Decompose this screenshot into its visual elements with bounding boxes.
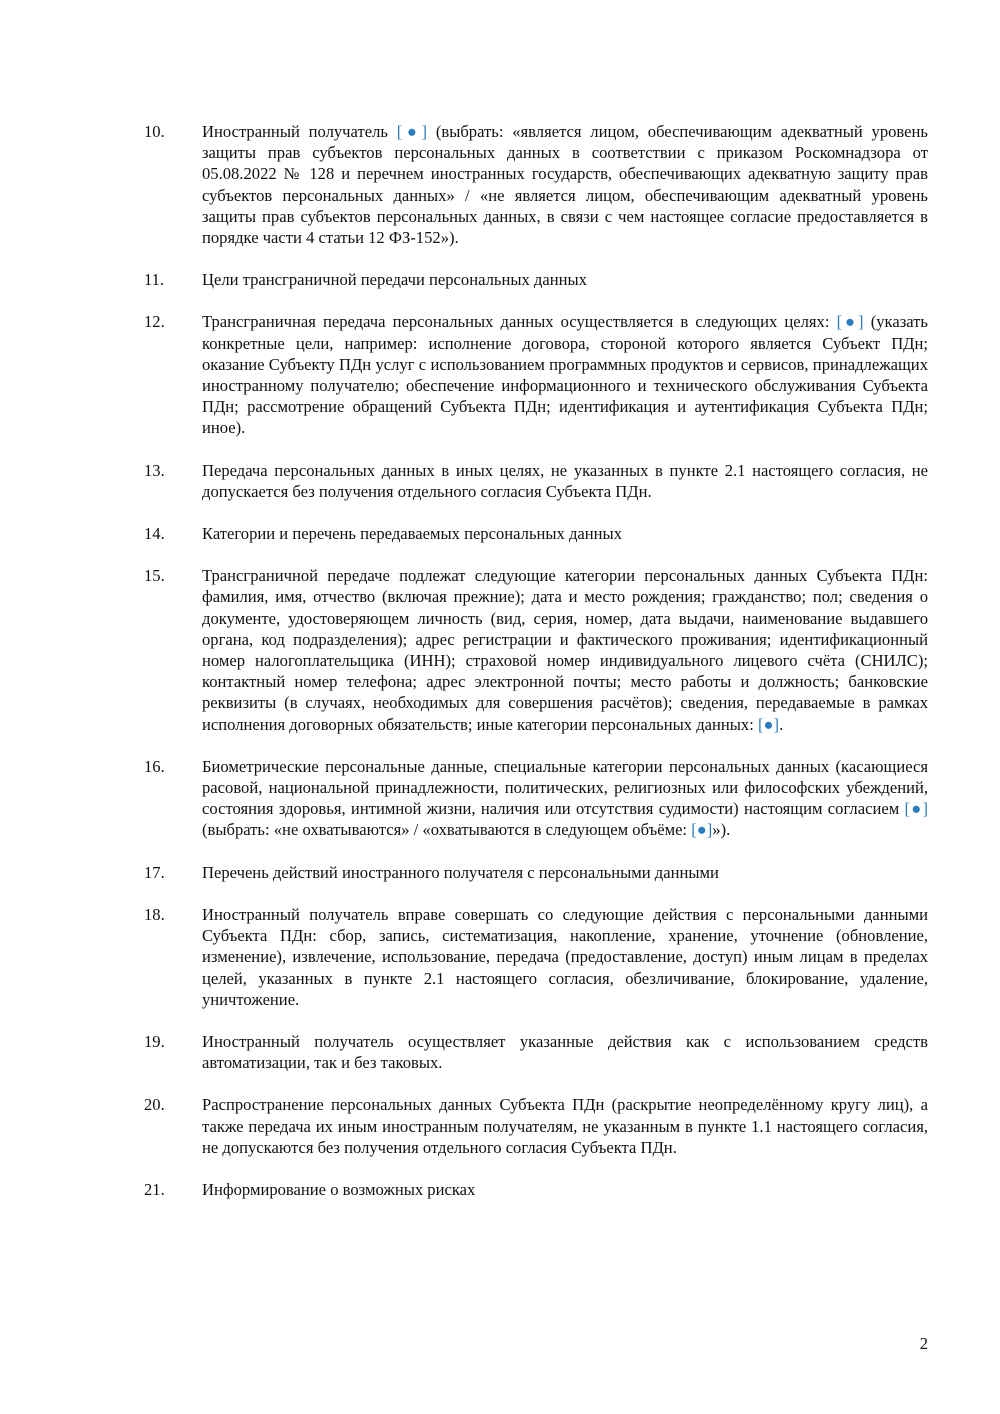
- placeholder-marker: [●]: [396, 122, 428, 141]
- clause-text-segment: Трансграничная передача персональных данных осуществляется в следующих целях:: [202, 312, 837, 332]
- clause-item: [144, 269, 928, 290]
- clause-text-segment: Распространение персональных данных Субъекта ПДн (раскрытие неопределённому кругу лиц), а также передача их иным иностранным получателям, не указанным в пункте 1.1 настоящего согласия, не допускаются без получения отдельного согласия Субъекта ПДн.: [202, 1095, 928, 1157]
- clause-text-segment: »).: [712, 820, 731, 840]
- clause-number: 12.: [144, 312, 165, 332]
- clause-item: [144, 460, 928, 502]
- clause-text-segment: (указать конкретные цели, например: исполнение договора, стороной которого является Субъект ПДн; оказание Субъекту ПДн услуг с использованием программных продуктов и сервисов, принадлежащих иностранному получателю; обеспечение информационного и технического обслуживания Субъекта ПДн; рассмотрение обращений Субъекта ПДн; идентификация и аутентификация Субъекта ПДн; иное).: [202, 312, 928, 438]
- clause-number: 17.: [144, 862, 165, 882]
- clause-text: [202, 311, 928, 438]
- clause-item: [144, 565, 928, 735]
- clause-number: 21.: [144, 1179, 165, 1199]
- clause-number: 16.: [144, 756, 165, 776]
- clause-number: 10.: [144, 122, 165, 141]
- placeholder-marker: [●]: [691, 820, 713, 840]
- clause-text: [202, 756, 928, 841]
- placeholder-marker: [●]: [758, 714, 780, 734]
- clause-text: [202, 121, 928, 248]
- clause-text: [202, 1031, 928, 1073]
- clause-item: [144, 311, 928, 438]
- clause-item: [144, 121, 928, 248]
- clause-item: [144, 862, 928, 883]
- page-number: 2: [919, 1334, 928, 1353]
- clause-text-segment: Категории и перечень передаваемых персональных данных: [202, 524, 622, 544]
- clause-text-segment: Биометрические персональные данные, специальные категории персональных данных (касающиеся расовой, национальной принадлежности, политических, религиозных или философских убеждений, состояния здоровья, интимной жизни, наличия или отсутствия судимости) настоящим согласием: [202, 756, 928, 819]
- clause-text: [202, 460, 928, 502]
- clause-text-segment: .: [779, 714, 784, 734]
- clause-item: [144, 1031, 928, 1073]
- clause-item: [144, 1179, 928, 1200]
- clause-text-segment: Иностранный получатель вправе совершать со следующие действия с персональными данными Субъекта ПДн: сбор, запись, систематизация, накопление, хранение, уточнение (обновление, изменение), извлечение, использование, передача (предоставление, доступ) иным лицам в пределах целей, указанных в пункте 2.1 настоящего согласия, обезличивание, блокирование, удаление, уничтожение.: [202, 904, 928, 1009]
- placeholder-marker: [●]: [836, 312, 864, 332]
- clause-number: 13.: [144, 460, 165, 480]
- clause-number: 15.: [144, 566, 165, 586]
- clause-item: [144, 523, 928, 544]
- clause-text: [202, 1179, 928, 1200]
- clause-item: [144, 1094, 928, 1158]
- clause-number: 19.: [144, 1031, 165, 1051]
- clause-item: [144, 756, 928, 841]
- clause-number: 20.: [144, 1095, 165, 1115]
- clause-text: [202, 1094, 928, 1158]
- clause-text-segment: Передача персональных данных в иных целях, не указанных в пункте 2.1 настоящего согласия, не допускается без получения отдельного согласия Субъекта ПДн.: [202, 460, 928, 501]
- clause-text-segment: Иностранный получатель: [202, 122, 397, 141]
- clause-text: [202, 269, 928, 290]
- clause-text-segment: Перечень действий иностранного получателя с персональными данными: [202, 862, 719, 882]
- clause-number: 11.: [144, 270, 165, 290]
- clause-number: 18.: [144, 904, 165, 924]
- clause-text-segment: Информирование о возможных рисках: [202, 1179, 476, 1199]
- clause-text-segment: Иностранный получатель осуществляет указанные действия как с использованием средств автоматизации, так и без таковых.: [202, 1031, 928, 1073]
- numbered-clause-list: [144, 121, 928, 1221]
- clause-item: [144, 904, 928, 1010]
- clause-text-segment: (выбрать: «является лицом, обеспечивающим адекватный уровень защиты прав субъектов персональных данных в соответствии с приказом Роскомнадзора от 05.08.2022 № 128 и перечнем иностранных государств, обеспечивающих адекватную защиту прав субъектов персональных данных» / «не является лицом, обеспечивающим адекватный уровень защиты прав субъектов персональных данных, в связи с чем настоящее согласие предоставляется в порядке части 4 статьи 12 ФЗ-152»).: [202, 122, 928, 248]
- clause-text-segment: Цели трансграничной передачи персональных данных: [202, 270, 587, 290]
- clause-text: [202, 565, 928, 735]
- clause-text-segment: (выбрать: «не охватываются» / «охватываются в следующем объёме:: [202, 820, 692, 840]
- clause-text: [202, 904, 928, 1010]
- clause-number: 14.: [144, 524, 165, 544]
- clause-text: [202, 523, 928, 544]
- placeholder-marker: [●]: [904, 799, 929, 819]
- clause-text: [202, 862, 928, 883]
- clause-text-segment: Трансграничной передаче подлежат следующие категории персональных данных Субъекта ПДн: фамилия, имя, отчество (включая прежние); дата и место рождения; гражданство; пол; сведения о документе, удостоверяющем личность (вид, серия, номер, дата выдачи, наименование выдавшего органа, код подразделения); адрес регистрации и фактического проживания; идентификационный номер налогоплательщика (ИНН); страховой номер индивидуального лицевого счёта (СНИЛС); контактный номер телефона; адрес электронной почты; место работы и должность; банковские реквизиты (в случаях, необходимых для совершения расчётов); сведения, передаваемые в рамках исполнения договорных обязательств; иные категории персональных данных:: [202, 566, 928, 734]
